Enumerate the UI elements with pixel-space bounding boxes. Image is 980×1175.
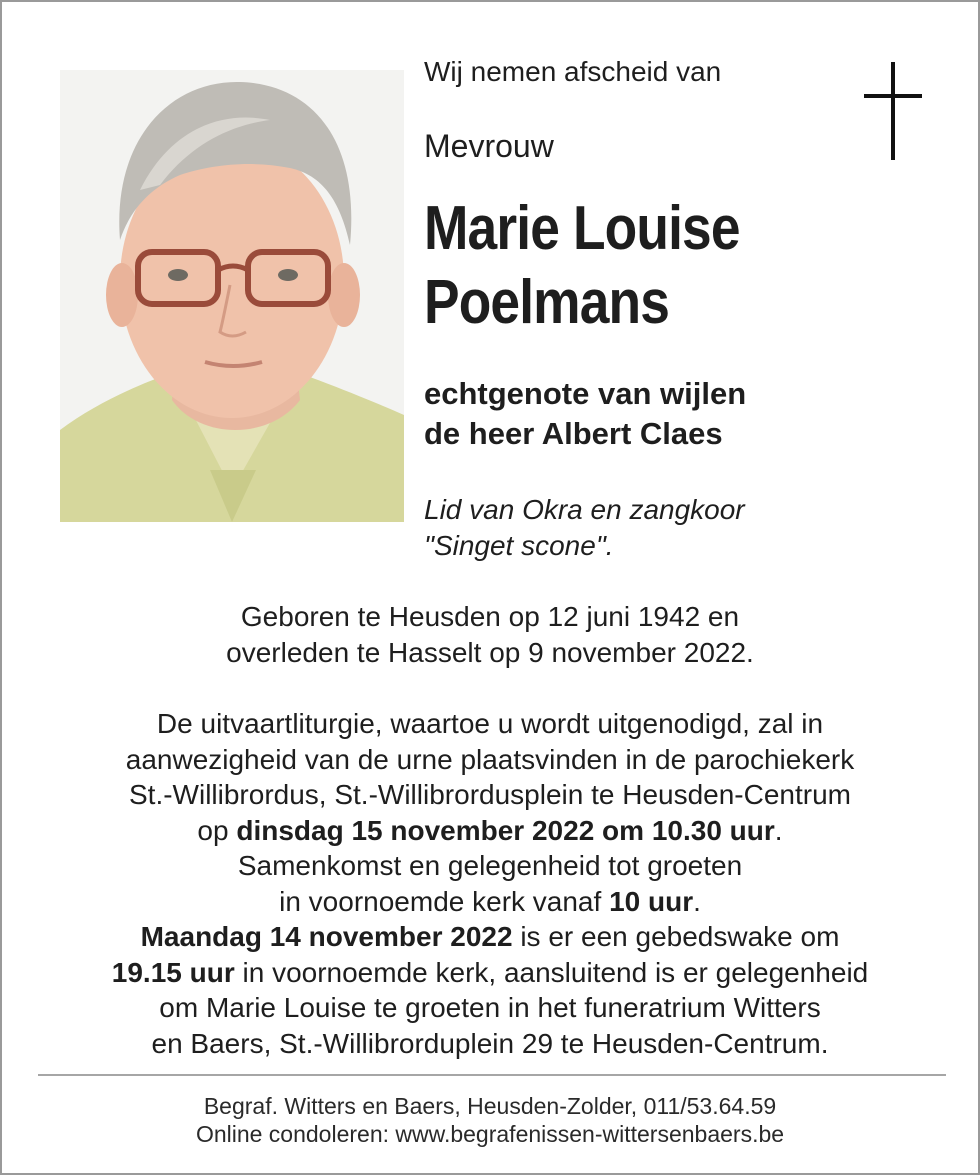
funeral-home-info: Begraf. Witters en Baers, Heusden-Zolder, 011/53.64.59	[203, 1093, 777, 1119]
intro-text: Wij nemen afscheid van	[424, 56, 722, 87]
funeral-line-6-post: .	[693, 885, 701, 917]
funeral-line-5: Samenkomst en gelegenheid tot groeten	[237, 850, 743, 881]
funeral-line-9: om Marie Louise te groeten in het funeratrium Witters	[159, 992, 821, 1023]
footer	[2, 1092, 978, 1148]
cross-icon	[864, 62, 922, 160]
funeral-datetime: dinsdag 15 november 2022 om 10.30 uur	[236, 814, 775, 846]
honorific: Mevrouw	[424, 128, 554, 164]
funeral-line-6-pre: in voornoemde kerk vanaf	[279, 885, 610, 917]
membership-line-1: Lid van Okra en zangkoor	[424, 494, 745, 525]
funeral-line-8	[2, 955, 978, 991]
membership-line-2: "Singet scone".	[424, 530, 614, 561]
deceased-name	[424, 192, 906, 340]
vigil-time: 19.15 uur	[111, 956, 235, 988]
vigil-date: Maandag 14 november 2022	[140, 921, 513, 952]
funeral-line-6	[2, 884, 978, 920]
funeral-line-1: De uitvaartliturgie, waartoe u wordt uitgenodigd, zal in	[156, 708, 824, 739]
birth-line: Geboren te Heusden op 12 juni 1942 en	[240, 601, 740, 632]
funeral-line-8-post: in voornoemde kerk, aansluitend is er gelegenheid	[234, 956, 869, 988]
gathering-time: 10 uur	[609, 885, 694, 917]
funeral-line-4-post: .	[774, 814, 783, 846]
birth-death-info	[2, 599, 978, 670]
death-line: overleden te Hasselt op 9 november 2022.	[226, 636, 754, 668]
funeral-line-10: en Baers, St.-Willibrorduplein 29 te Heusden-Centrum.	[151, 1027, 829, 1059]
online-condolence-info: Online condoleren: www.begrafenissen-wittersenbaers.be	[195, 1121, 785, 1147]
portrait-photo	[60, 70, 404, 522]
spouse-line-2: de heer Albert Claes	[424, 416, 723, 451]
funeral-info	[2, 706, 978, 1061]
spouse-info	[424, 374, 746, 454]
membership-info	[424, 492, 745, 564]
footer-divider	[38, 1074, 946, 1076]
funeral-line-2: aanwezigheid van de urne plaatsvinden in de parochiekerk	[125, 743, 855, 775]
last-name: Poelmans	[424, 268, 670, 337]
funeral-line-7-post: is er een gebedswake om	[512, 921, 840, 952]
funeral-line-4-pre: op	[197, 814, 237, 846]
funeral-line-3: St.-Willibrordus, St.-Willibrordusplein te Heusden-Centrum	[128, 779, 851, 810]
spouse-line-1: echtgenote van wijlen	[424, 376, 747, 411]
funeral-line-7	[2, 919, 978, 955]
funeral-line-4	[2, 813, 978, 849]
first-name: Marie Louise	[424, 194, 740, 263]
